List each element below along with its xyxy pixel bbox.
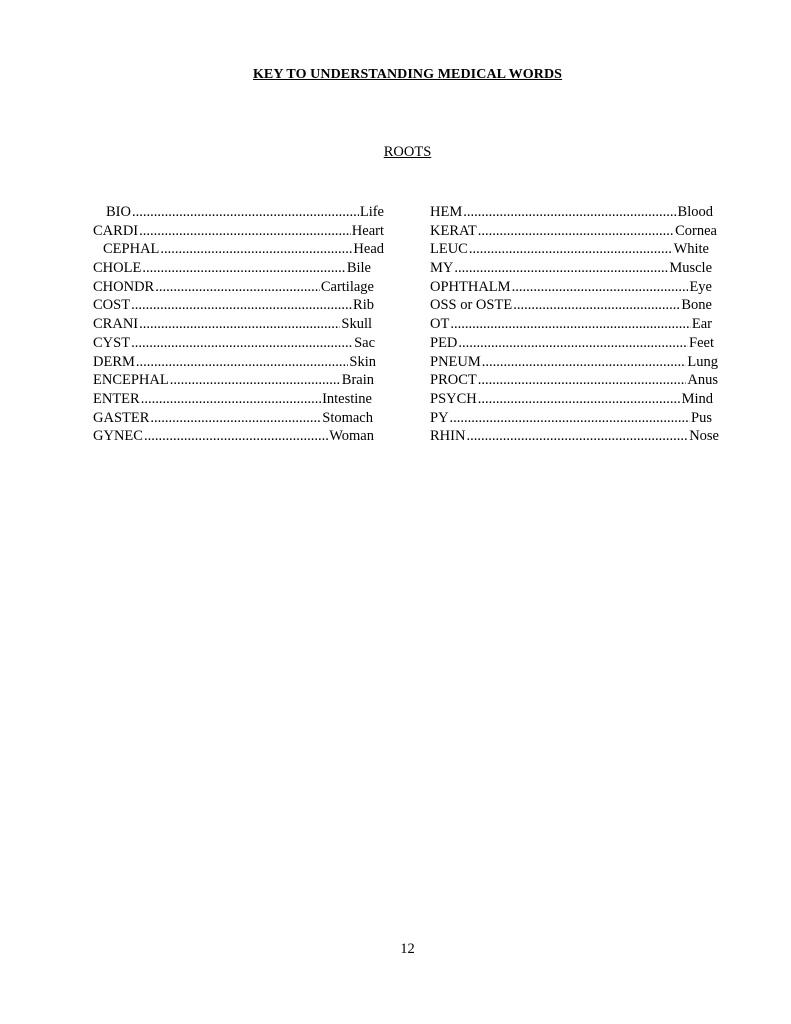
root-term: MY xyxy=(430,260,454,277)
leader-dots xyxy=(155,278,320,297)
document-title: KEY TO UNDERSTANDING MEDICAL WORDS xyxy=(252,67,563,82)
roots-left-column xyxy=(93,203,384,446)
root-term: OPHTHALM xyxy=(430,278,511,295)
root-entry xyxy=(93,371,374,390)
root-meaning: Bone xyxy=(681,297,712,314)
root-term: RHIN xyxy=(430,428,466,445)
root-meaning: Bile xyxy=(346,260,371,277)
root-term: COST xyxy=(93,297,131,314)
root-meaning: Nose xyxy=(689,428,719,445)
leader-dots xyxy=(144,427,328,446)
root-meaning: Woman xyxy=(329,428,374,445)
root-entry xyxy=(93,390,372,409)
leader-dots xyxy=(141,390,321,409)
root-meaning: Lung xyxy=(687,353,718,370)
leader-dots xyxy=(131,296,352,315)
root-term: CHOLE xyxy=(93,260,142,277)
page-number: 12 xyxy=(400,941,415,957)
root-entry xyxy=(93,240,384,259)
leader-dots xyxy=(512,278,689,297)
leader-dots xyxy=(160,240,352,259)
root-entry xyxy=(93,203,384,222)
root-meaning: Muscle xyxy=(669,260,712,277)
root-entry xyxy=(93,427,374,446)
root-term: CEPHAL xyxy=(103,241,160,258)
root-entry xyxy=(430,203,713,222)
leader-dots xyxy=(139,222,351,241)
leader-dots xyxy=(142,259,345,278)
root-meaning: Feet xyxy=(689,334,714,351)
leader-dots xyxy=(131,334,353,353)
root-term: LEUC xyxy=(430,241,468,258)
root-meaning: Ear xyxy=(691,316,712,333)
root-meaning: Stomach xyxy=(322,409,373,426)
root-meaning: Blood xyxy=(677,204,713,220)
root-term: CHONDR xyxy=(93,278,155,295)
root-meaning: Skull xyxy=(341,316,372,333)
root-meaning: Eye xyxy=(689,278,712,295)
leader-dots xyxy=(139,315,340,334)
root-entry xyxy=(430,259,712,278)
root-meaning: Rib xyxy=(353,297,374,314)
root-term: ENCEPHAL xyxy=(93,372,169,389)
root-entry xyxy=(430,315,712,334)
leader-dots xyxy=(454,259,668,278)
root-entry xyxy=(430,353,718,372)
root-meaning: Life xyxy=(359,204,384,220)
root-term: PY xyxy=(430,409,449,426)
root-term: PROCT xyxy=(430,372,477,389)
root-entry xyxy=(93,353,376,372)
leader-dots xyxy=(478,371,687,390)
leader-dots xyxy=(482,353,687,372)
root-term: GYNEC xyxy=(93,428,143,445)
root-entry xyxy=(93,334,375,353)
leader-dots xyxy=(132,203,359,222)
root-term: PSYCH xyxy=(430,390,477,407)
leader-dots xyxy=(478,222,674,241)
root-entry xyxy=(93,296,374,315)
root-term: PED xyxy=(430,334,458,351)
root-entry xyxy=(430,371,718,390)
root-entry xyxy=(93,222,384,241)
root-entry xyxy=(93,315,372,334)
root-term: BIO xyxy=(106,204,131,220)
root-entry xyxy=(430,278,712,297)
leader-dots xyxy=(450,315,691,334)
root-entry xyxy=(93,409,373,428)
leader-dots xyxy=(478,390,681,409)
root-entry xyxy=(430,390,713,409)
root-term: CARDI xyxy=(93,222,139,239)
leader-dots xyxy=(150,409,321,428)
leader-dots xyxy=(513,296,680,315)
root-term: CRANI xyxy=(93,316,139,333)
root-term: OSS or OSTE xyxy=(430,297,513,314)
leader-dots xyxy=(136,353,349,372)
root-entry xyxy=(430,427,719,446)
section-heading: ROOTS xyxy=(383,144,432,160)
root-meaning: Heart xyxy=(351,222,384,239)
root-term: GASTER xyxy=(93,409,150,426)
root-meaning: Pus xyxy=(691,409,712,426)
root-term: CYST xyxy=(93,334,131,351)
root-term: PNEUM xyxy=(430,353,481,370)
leader-dots xyxy=(466,427,688,446)
root-meaning: Head xyxy=(353,241,384,258)
root-term: DERM xyxy=(93,353,135,370)
root-meaning: Cartilage xyxy=(320,278,374,295)
root-meaning: Anus xyxy=(687,372,718,389)
root-entry xyxy=(93,278,374,297)
roots-right-column xyxy=(430,203,718,446)
leader-dots xyxy=(450,409,690,428)
root-term: ENTER xyxy=(93,390,140,407)
root-meaning: Sac xyxy=(354,334,375,351)
root-term: OT xyxy=(430,316,450,333)
root-meaning: White xyxy=(673,241,709,258)
root-entry xyxy=(430,409,712,428)
root-meaning: Cornea xyxy=(675,222,717,239)
root-meaning: Intestine xyxy=(322,390,372,407)
leader-dots xyxy=(469,240,673,259)
root-meaning: Mind xyxy=(681,390,713,407)
root-entry xyxy=(430,240,709,259)
root-meaning: Brain xyxy=(341,372,374,389)
leader-dots xyxy=(463,203,676,222)
root-term: HEM xyxy=(430,204,463,220)
leader-dots xyxy=(170,371,341,390)
root-meaning: Skin xyxy=(349,353,376,370)
root-term: KERAT xyxy=(430,222,477,239)
root-entry xyxy=(430,296,712,315)
root-entry xyxy=(93,259,371,278)
root-entry xyxy=(430,334,714,353)
leader-dots xyxy=(458,334,688,353)
root-entry xyxy=(430,222,717,241)
